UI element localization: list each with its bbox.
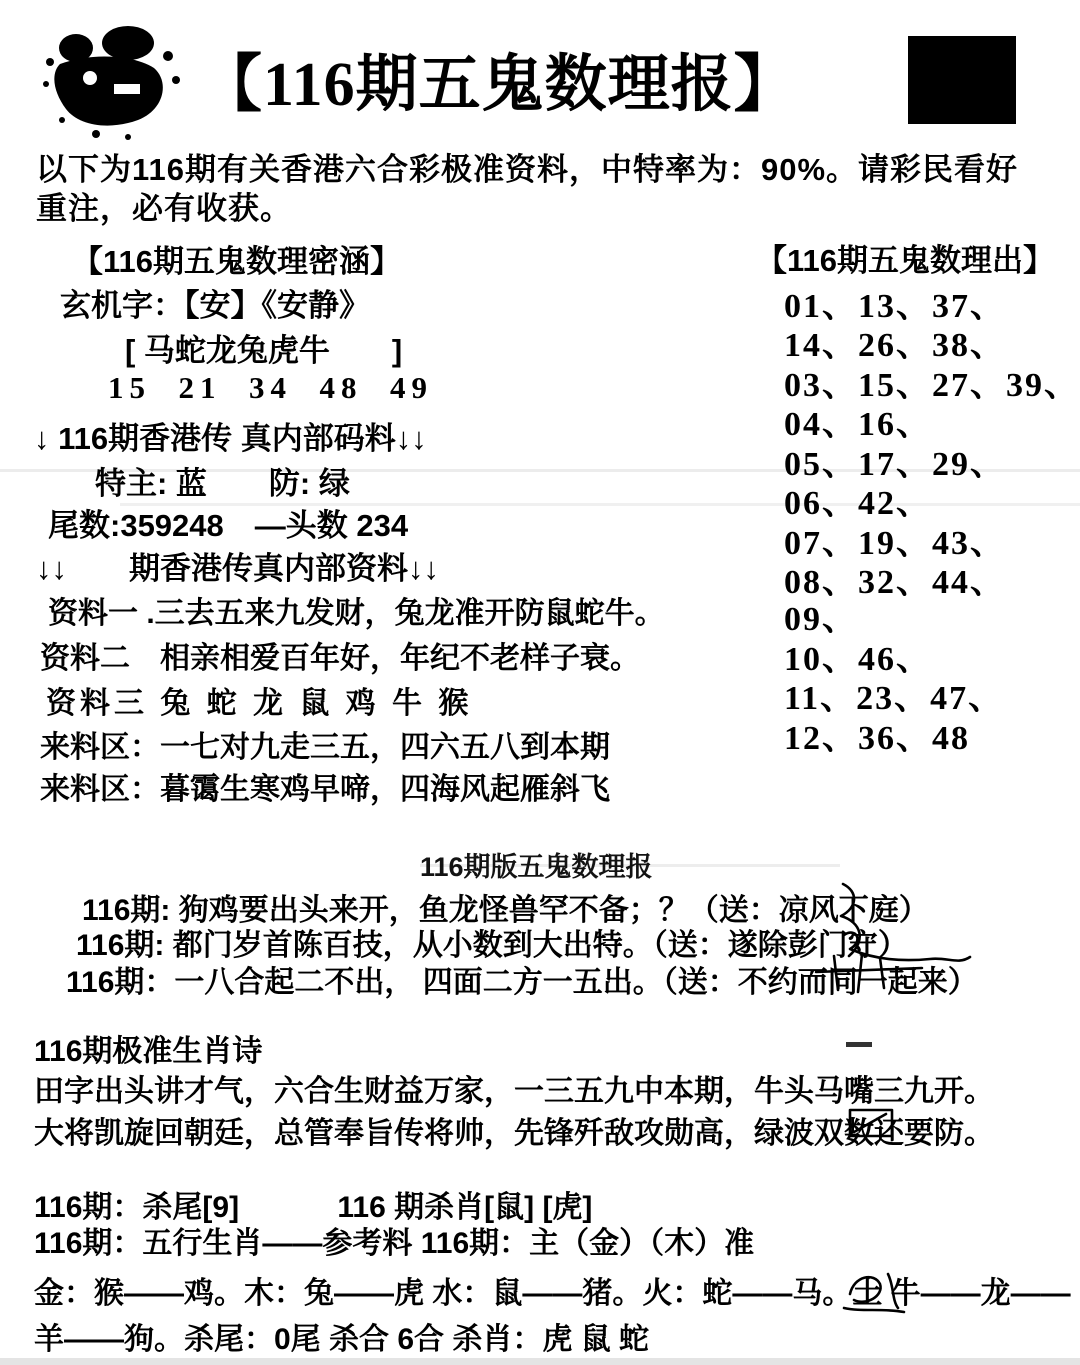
- elements-pairs-line: 金：猴——鸡。木：兔——虎 水：鼠——猪。火：蛇——马。土 牛——龙——: [34, 1277, 1071, 1310]
- verse-line-2: 116期: 都门岁首陈百技，从小数到大出特。（送：遂除彭门守）: [76, 929, 908, 962]
- kill-summary-line: 羊——狗。杀尾：0尾 杀合 6合 杀肖：虎 鼠 蛇: [34, 1323, 650, 1356]
- xuanji-line: 玄机字：【安】《安静》: [60, 288, 370, 323]
- ziliao-2-line: 资料二 相亲相爱百年好，年纪不老样子衰。: [40, 642, 640, 675]
- hk-code-line: ↓ 116期香港传 真内部码料↓↓: [34, 421, 427, 456]
- number-row: 12、36、48: [784, 720, 970, 757]
- ziliao-3-line: 资料三 兔 蛇 龙 鼠 鸡 牛 猴: [46, 687, 473, 720]
- number-row: 14、26、38、: [784, 327, 1006, 364]
- number-row: 01、13、37、: [784, 288, 1006, 325]
- handwriting-dash-mark: [846, 1042, 872, 1047]
- lailiao-1-line: 来料区：一七对九走三五，四六五八到本期: [40, 731, 610, 764]
- handwriting-box-scribble: [844, 1102, 900, 1144]
- handwriting-scribble: [810, 950, 930, 995]
- kill-tail-zodiac-line: 116期：杀尾[9] 116 期杀肖[鼠] [虎]: [34, 1191, 593, 1224]
- intro-text: 以下为116期有关香港六合彩极准资料，中特率为：90%。请彩民看好重注，必有收获。: [36, 152, 1019, 226]
- zodiac-bracket-line: [ 马蛇龙兔虎牛 ]: [125, 333, 403, 368]
- five-elements-line: 116期：五行生肖——参考料 116期：主（金）（木）准: [34, 1227, 755, 1260]
- page-title: 【116期五鬼数理报】: [200, 51, 797, 119]
- number-row: 09、: [784, 601, 858, 638]
- ink-smudge-logo-icon: [36, 22, 204, 150]
- lailiao-2-line: 来料区：暮霭生寒鸡早啼，四海风起雁斜飞: [40, 773, 610, 806]
- number-row: 03、15、27、39、: [784, 367, 1080, 404]
- number-row: 04、16、: [784, 406, 932, 443]
- number-row: 06、42、: [784, 485, 932, 522]
- number-row: 10、46、: [784, 641, 932, 678]
- secret-section-title: 【116期五鬼数理密涵】: [72, 244, 402, 279]
- poem-line-1: 田字出头讲才气，六合生财益万家，一三五九中本期，牛头马嘴三九开。: [34, 1075, 994, 1108]
- weishu-line: 尾数:359248 —头数 234: [48, 508, 409, 543]
- handwriting-scribble: [838, 1266, 912, 1316]
- verse-section-title: 116期版五鬼数理报: [420, 852, 653, 882]
- scan-edge-band: [0, 1358, 1080, 1365]
- number-row: 11、23、47、: [784, 680, 1005, 717]
- lucky-numbers-line: 15 21 34 48 49: [108, 370, 433, 405]
- tezhu-line: 特主: 蓝 防: 绿: [95, 466, 350, 501]
- poem-section-title: 116期极准生肖诗: [34, 1035, 263, 1068]
- verse-line-1: 116期: 狗鸡要出头来开，鱼龙怪兽罕不备；？（送：凉风下庭）: [82, 894, 929, 927]
- poem-line-2: 大将凯旋回朝廷，总管奉旨传将帅，先锋歼敌攻勋高，绿波双数还要防。: [34, 1117, 994, 1150]
- verse-line-3: 116期：一八合起二不出， 四面二方一五出。（送：不约而同一起来）: [66, 966, 978, 999]
- number-row: 08、32、44、: [784, 564, 1006, 601]
- ziliao-1-line: 资料一 .三去五来九发财，兔龙准开防鼠蛇牛。: [48, 597, 665, 630]
- hk-info-line: ↓↓ 期香港传真内部资料↓↓: [36, 551, 439, 586]
- black-redaction-box: [908, 36, 1016, 124]
- number-row: 05、17、29、: [784, 446, 1006, 483]
- number-row: 07、19、43、: [784, 525, 1006, 562]
- output-section-title: 【116期五鬼数理出】: [756, 243, 1055, 278]
